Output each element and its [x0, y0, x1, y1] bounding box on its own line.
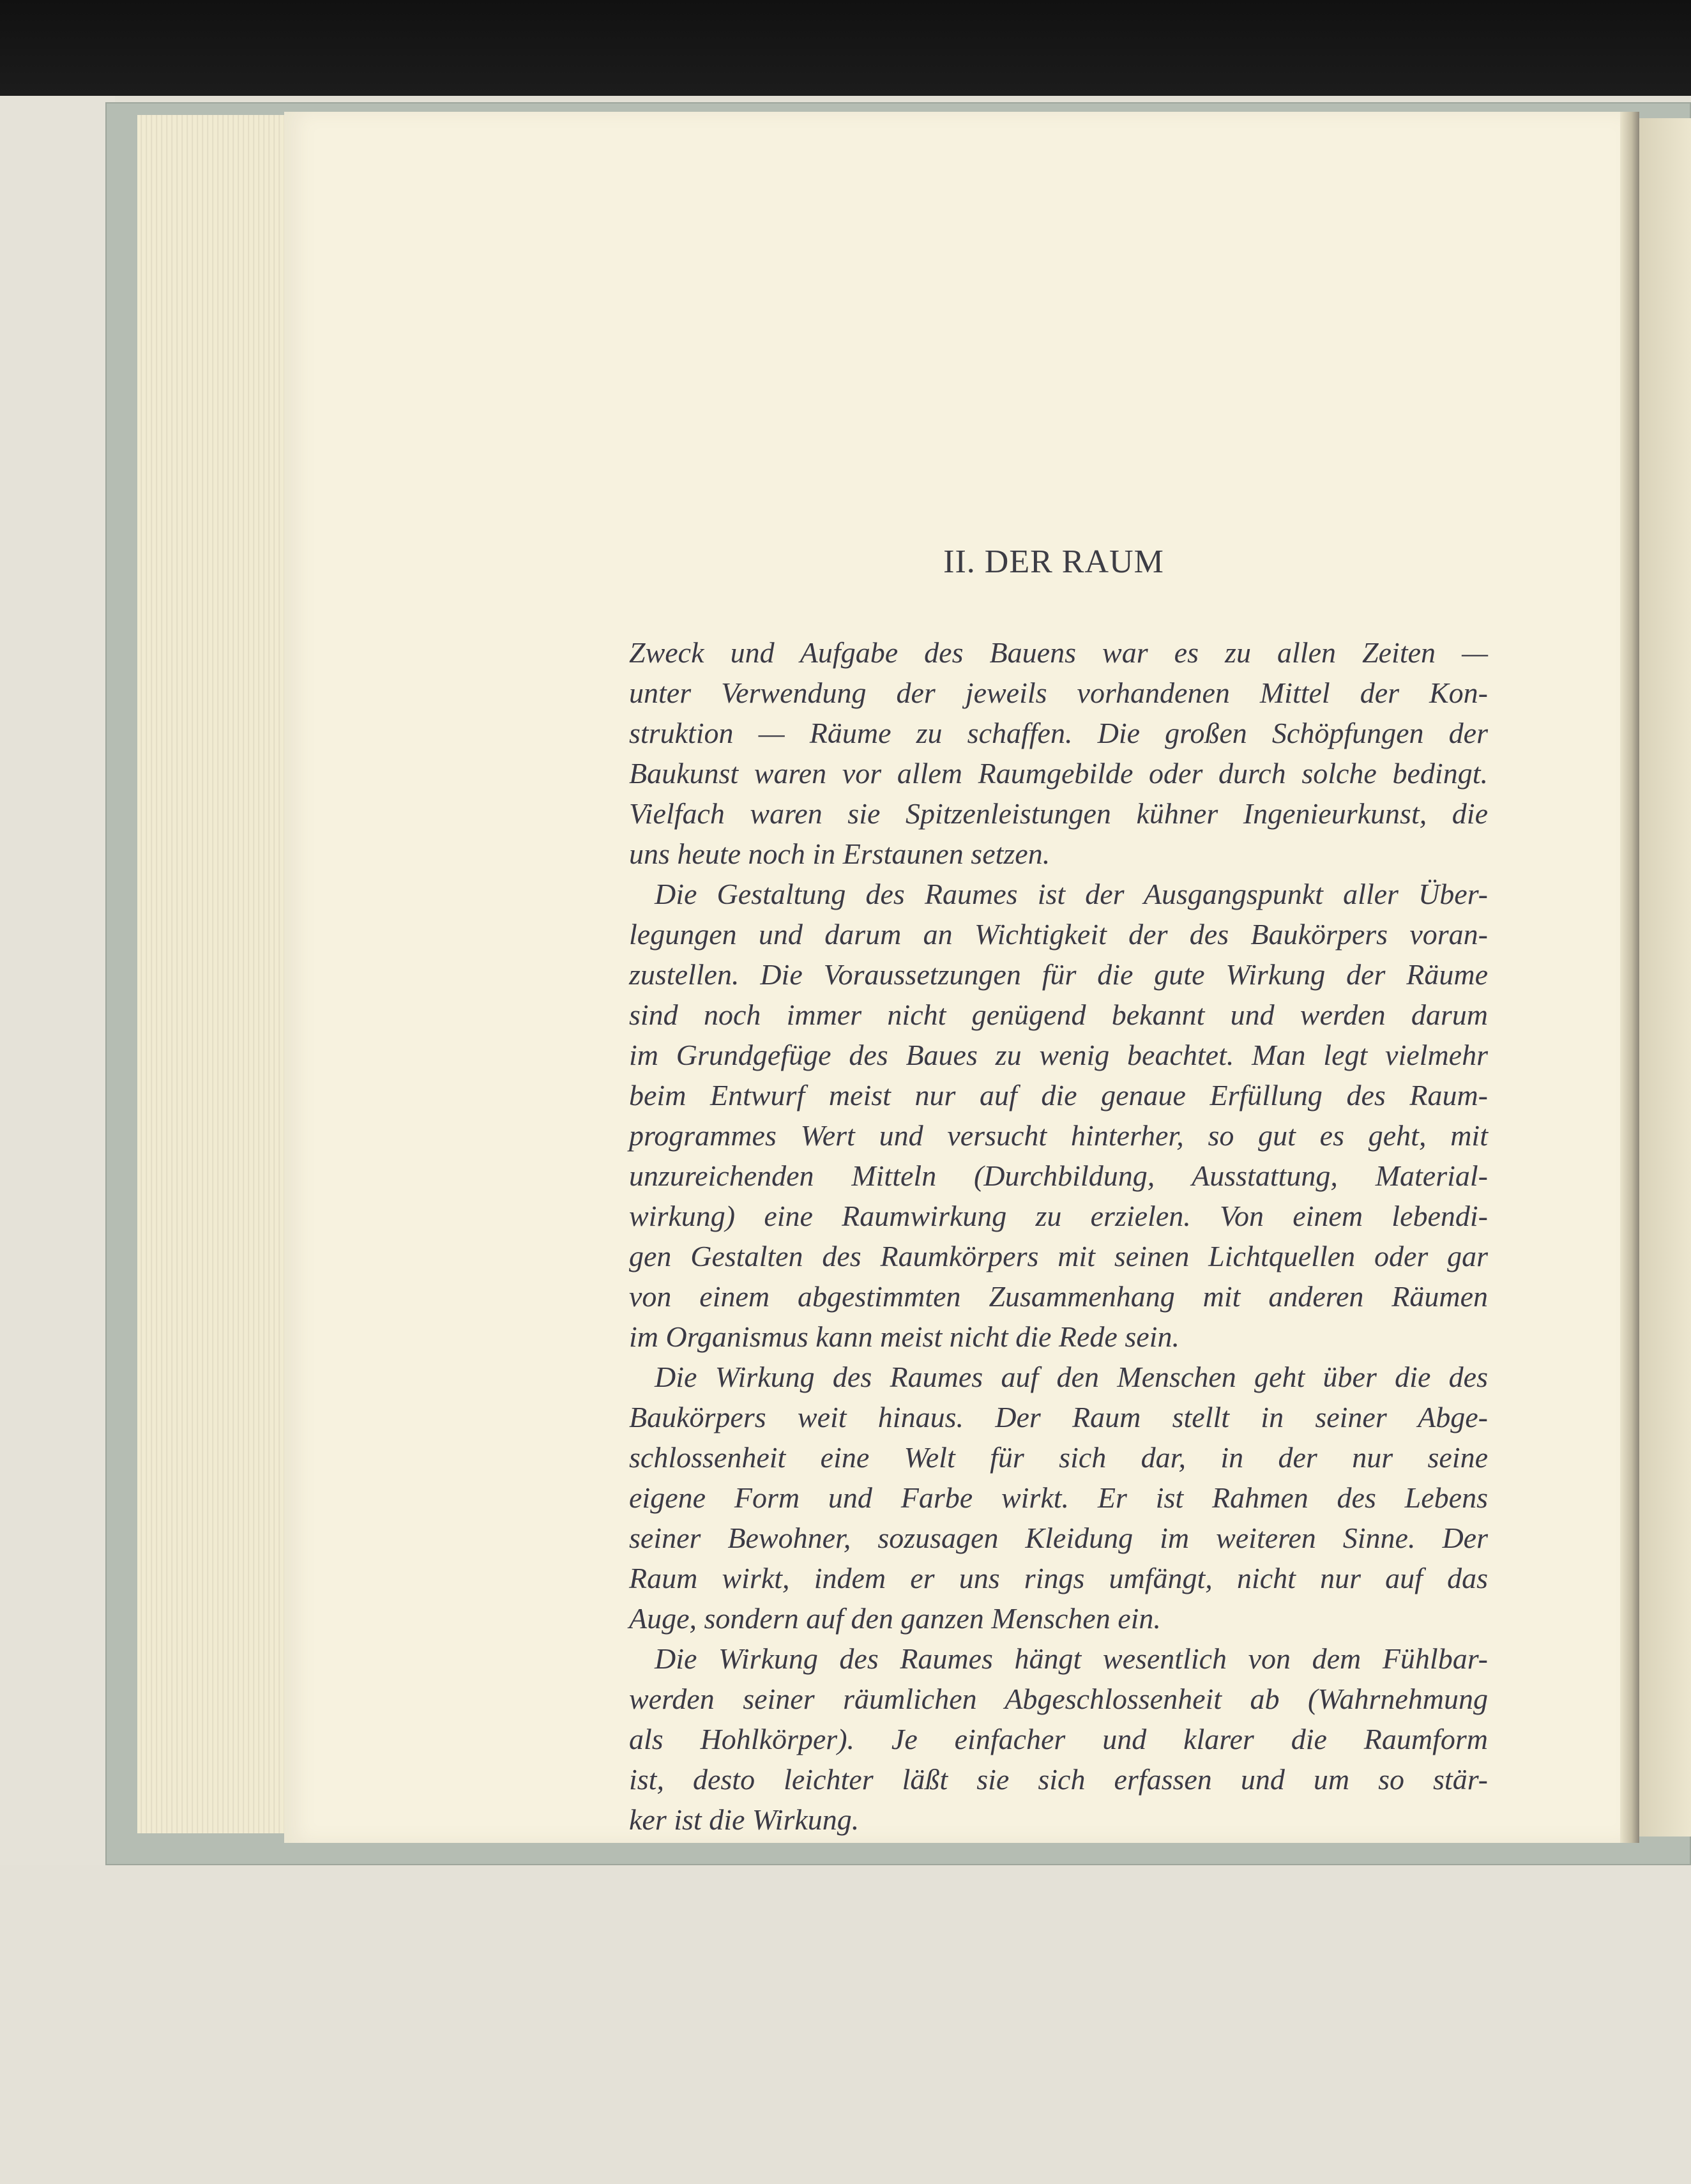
text-line: Auge, sondern auf den ganzen Menschen ein.: [629, 1602, 1161, 1635]
text-line: seiner Bewohner, sozusagen Kleidung im weiteren Sinne. Der: [629, 1522, 1488, 1554]
text-line: Raum wirkt, indem er uns rings umfängt, nicht nur auf das: [629, 1562, 1488, 1594]
text-line: als Hohlkörper). Je einfacher und klarer die Raumform: [629, 1723, 1488, 1755]
text-line: unter Verwendung der jeweils vorhandenen Mittel der Kon-: [629, 676, 1488, 709]
text-line: Baukörpers weit hinaus. Der Raum stellt in seiner Abge-: [629, 1401, 1488, 1433]
text-line: wirkung) eine Raumwirkung zu erzielen. Von einem lebendi-: [629, 1200, 1488, 1232]
page-edges: [137, 115, 305, 1833]
text-line: werden seiner räumlichen Abgeschlossenheit ab (Wahrnehmung: [629, 1683, 1488, 1715]
text-line: Zweck und Aufgabe des Bauens war es zu allen Zeiten —: [629, 636, 1488, 669]
text-line: unzureichenden Mitteln (Durchbildung, Ausstattung, Material-: [629, 1159, 1488, 1192]
text-line: von einem abgestimmten Zusammenhang mit anderen Räumen: [629, 1280, 1488, 1313]
text-line: Die Gestaltung des Raumes ist der Ausgangspunkt aller Über-: [655, 878, 1488, 910]
text-line: legungen und darum an Wichtigkeit der des Baukörpers voran-: [629, 918, 1488, 951]
text-line: Vielfach waren sie Spitzenleistungen kühner Ingenieurkunst, die: [629, 797, 1488, 830]
chapter-heading: II. DER RAUM: [943, 544, 1164, 580]
text-line: ker ist die Wirkung.: [629, 1803, 860, 1836]
scan-background-top: [0, 0, 1691, 96]
opposite-page-edge: [1639, 118, 1691, 1837]
text-line: beim Entwurf meist nur auf die genaue Erfüllung des Raum-: [629, 1079, 1488, 1111]
text-line: im Organismus kann meist nicht die Rede sein.: [629, 1320, 1179, 1353]
body-text: [629, 632, 1488, 1840]
text-line: Die Wirkung des Raumes auf den Menschen geht über die des: [655, 1361, 1488, 1393]
scan-background-bottom: [0, 1865, 1691, 2184]
text-line: programmes Wert und versucht hinterher, so gut es geht, mit: [629, 1119, 1488, 1152]
book-gutter: [1620, 112, 1639, 1843]
text-line: eigene Form und Farbe wirkt. Er ist Rahmen des Lebens: [629, 1481, 1488, 1514]
text-line: schlossenheit eine Welt für sich dar, in der nur seine: [629, 1441, 1488, 1474]
text-line: struktion — Räume zu schaffen. Die großen Schöpfungen der: [629, 717, 1488, 749]
text-line: uns heute noch in Erstaunen setzen.: [629, 837, 1050, 870]
text-line: sind noch immer nicht genügend bekannt und werden darum: [629, 998, 1488, 1031]
text-line: Die Wirkung des Raumes hängt wesentlich von dem Fühlbar-: [655, 1642, 1488, 1675]
text-line: im Grundgefüge des Baues zu wenig beachtet. Man legt vielmehr: [629, 1039, 1488, 1071]
text-line: gen Gestalten des Raumkörpers mit seinen Lichtquellen oder gar: [629, 1240, 1488, 1272]
text-line: zustellen. Die Voraussetzungen für die gute Wirkung der Räume: [629, 958, 1488, 991]
text-line: ist, desto leichter läßt sie sich erfassen und um so stär-: [629, 1763, 1488, 1796]
text-line: Baukunst waren vor allem Raumgebilde oder durch solche bedingt.: [629, 757, 1488, 790]
